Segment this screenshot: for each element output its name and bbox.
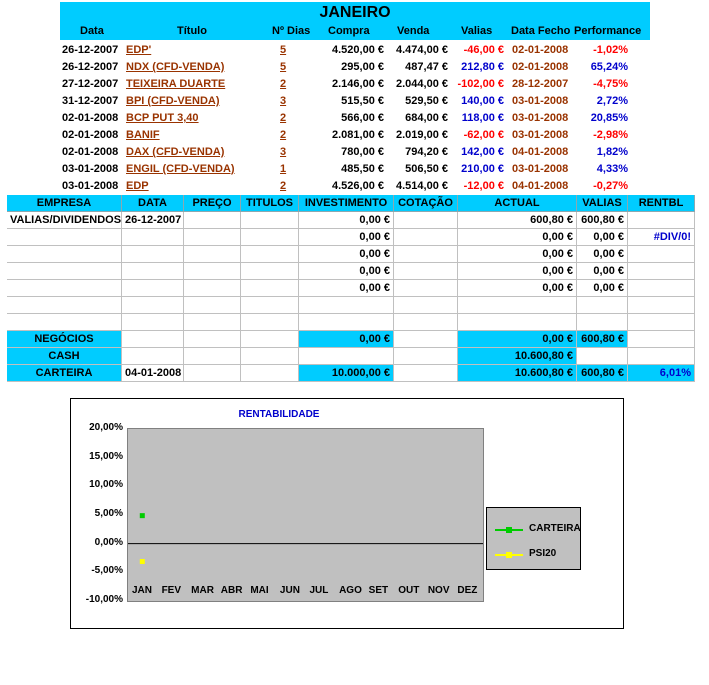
y-tick-label: 5,00%: [94, 508, 123, 519]
grid-cell-rentbl[interactable]: [628, 246, 695, 263]
trade-compra: 515,50 €: [341, 95, 384, 107]
grid-cell-titulos[interactable]: [241, 263, 299, 280]
grid-cell-actual[interactable]: 0,00 €: [458, 246, 577, 263]
y-tick-label: 10,00%: [89, 479, 123, 491]
grid-cell-rentbl[interactable]: [628, 280, 695, 297]
trade-days-link[interactable]: 3: [280, 146, 287, 158]
grid-cell-actual[interactable]: 600,80 €: [458, 212, 577, 229]
grid-cell-cotacao[interactable]: [394, 229, 458, 246]
grid-cell-rentbl[interactable]: [628, 297, 695, 314]
grid-cell-valias[interactable]: [577, 314, 628, 331]
negocios-actual[interactable]: 0,00 €: [458, 331, 577, 348]
col-compra: Compra: [328, 25, 370, 37]
trade-valias: 140,00 €: [461, 95, 504, 107]
grid-cell-actual[interactable]: 0,00 €: [458, 280, 577, 297]
grid-cell-empresa[interactable]: [7, 229, 122, 246]
legend-psi20-label: PSI20: [529, 548, 557, 559]
grid-cell-titulos[interactable]: [241, 365, 299, 382]
grid-cell-data[interactable]: [122, 314, 184, 331]
col-venda: Venda: [397, 25, 430, 37]
negocios-investimento[interactable]: 0,00 €: [299, 331, 394, 348]
trade-venda: 529,50 €: [405, 95, 448, 107]
rentabilidade-chart: [70, 398, 624, 629]
y-tick-label: -5,00%: [91, 565, 123, 577]
trade-venda: 794,20 €: [405, 146, 448, 158]
trade-valias: 210,00 €: [461, 163, 504, 175]
trade-performance: 1,82%: [596, 146, 628, 158]
trade-venda: 4.514,00 €: [396, 180, 448, 192]
trade-date: 03-01-2008: [62, 163, 119, 175]
grid-cell-investimento[interactable]: [299, 348, 394, 365]
grid-cell-valias[interactable]: 0,00 €: [577, 263, 628, 280]
trade-date: 02-01-2008: [62, 146, 119, 158]
trade-fecho: 02-01-2008: [512, 44, 569, 56]
trade-days-link[interactable]: 2: [280, 78, 287, 90]
header-actual: ACTUAL: [458, 195, 577, 212]
cash-actual[interactable]: 10.600,80 €: [458, 348, 577, 365]
grid-cell-investimento[interactable]: 0,00 €: [299, 280, 394, 297]
trade-title-link[interactable]: TEIXEIRA DUARTE: [126, 78, 226, 90]
grid-cell-cotacao[interactable]: [394, 246, 458, 263]
trade-compra: 485,50 €: [341, 163, 384, 175]
trade-performance: -0,27%: [593, 180, 628, 192]
trade-days-link[interactable]: 1: [280, 163, 287, 175]
grid-cell-data[interactable]: [122, 297, 184, 314]
grid-cell-actual[interactable]: 0,00 €: [458, 263, 577, 280]
grid-cell-titulos[interactable]: [241, 246, 299, 263]
trade-venda: 4.474,00 €: [396, 44, 448, 56]
grid-cell-titulos[interactable]: [241, 212, 299, 229]
grid-cell-investimento[interactable]: [299, 314, 394, 331]
carteira-actual[interactable]: 10.600,80 €: [458, 365, 577, 382]
trade-days-link[interactable]: 5: [280, 44, 287, 56]
grid-cell-cotacao[interactable]: [394, 348, 458, 365]
trade-row: [60, 144, 650, 161]
trade-title-link[interactable]: EDP': [126, 44, 152, 56]
grid-cell-empresa[interactable]: [7, 297, 122, 314]
col-dias: Nº Dias: [272, 25, 311, 37]
trade-performance: -2,98%: [593, 129, 628, 141]
carteira-rentbl[interactable]: 6,01%: [628, 365, 695, 382]
grid-cell-cotacao[interactable]: [394, 263, 458, 280]
header-data: DATA: [122, 195, 184, 212]
grid-cell-empresa[interactable]: [7, 280, 122, 297]
trade-valias: 118,00 €: [461, 112, 504, 124]
grid-cell-investimento[interactable]: 0,00 €: [299, 212, 394, 229]
cash-label[interactable]: CASH: [7, 348, 122, 365]
header-empresa: EMPRESA: [7, 195, 122, 212]
grid-cell-data[interactable]: [122, 280, 184, 297]
trade-performance: 20,85%: [590, 112, 628, 124]
trade-valias: -46,00 €: [463, 44, 504, 56]
header-titulos: TITULOS: [241, 195, 299, 212]
trade-row: [60, 161, 650, 178]
trade-performance: 4,33%: [596, 163, 628, 175]
trade-title-link[interactable]: DAX (CFD-VENDA): [126, 146, 225, 158]
grid-cell-rentbl[interactable]: [628, 263, 695, 280]
y-tick-label: 20,00%: [89, 422, 123, 433]
col-titulo: Título: [177, 25, 207, 37]
grid-cell-actual[interactable]: [458, 314, 577, 331]
grid-cell-data[interactable]: [122, 348, 184, 365]
grid-cell-investimento[interactable]: 0,00 €: [299, 246, 394, 263]
y-tick-label: 15,00%: [89, 450, 123, 462]
carteira-valias[interactable]: 600,80 €: [577, 365, 628, 382]
trade-row: [60, 59, 650, 76]
grid-cell-titulos[interactable]: [241, 229, 299, 246]
chart-legend: [486, 507, 581, 570]
trade-fecho: 03-01-2008: [512, 112, 569, 124]
x-tick-label: SET: [368, 585, 389, 596]
trade-title-link[interactable]: BANIF: [126, 129, 160, 141]
grid-cell-preco[interactable]: [184, 365, 241, 382]
grid-cell-preco[interactable]: [184, 263, 241, 280]
col-data: Data: [80, 25, 104, 37]
grid-cell-rentbl[interactable]: [628, 314, 695, 331]
trade-date: 02-01-2008: [62, 129, 119, 141]
trade-performance: 65,24%: [590, 61, 628, 73]
grid-cell-rentbl[interactable]: [628, 331, 695, 348]
col-performance: Performance: [574, 25, 642, 37]
x-tick-label: MAR: [191, 585, 214, 596]
trade-compra: 2.081,00 €: [332, 129, 384, 141]
trade-days-link[interactable]: 2: [280, 112, 287, 124]
grid-cell-valias[interactable]: [577, 348, 628, 365]
x-tick-label: DEZ: [457, 585, 478, 596]
trade-row: [60, 110, 650, 127]
header-rentbl: RENTBL: [628, 195, 695, 212]
grid-cell-actual[interactable]: 0,00 €: [458, 229, 577, 246]
trade-performance: -4,75%: [593, 78, 628, 90]
negocios-label[interactable]: NEGÓCIOS: [7, 331, 122, 348]
trade-row: [60, 127, 650, 144]
negocios-valias[interactable]: 600,80 €: [577, 331, 628, 348]
grid-cell-titulos[interactable]: [241, 331, 299, 348]
header-valias: VALIAS: [577, 195, 628, 212]
x-tick-label: JUN: [279, 585, 300, 596]
grid-cell-preco[interactable]: [184, 314, 241, 331]
x-tick-label: FEV: [161, 585, 182, 596]
x-tick-label: JUL: [309, 585, 329, 596]
trade-fecho: 03-01-2008: [512, 163, 569, 175]
trade-venda: 506,50 €: [405, 163, 448, 175]
trade-venda: 2.019,00 €: [396, 129, 448, 141]
col-fecho: Data Fecho: [511, 25, 571, 37]
grid-cell-titulos[interactable]: [241, 297, 299, 314]
grid-cell-investimento[interactable]: 0,00 €: [299, 263, 394, 280]
carteira-data[interactable]: 04-01-2008: [122, 365, 184, 382]
grid-cell-preco[interactable]: [184, 297, 241, 314]
grid-cell-preco[interactable]: [184, 331, 241, 348]
grid-cell-titulos[interactable]: [241, 348, 299, 365]
grid-cell-cotacao[interactable]: [394, 314, 458, 331]
carteira-investimento[interactable]: 10.000,00 €: [299, 365, 394, 382]
grid-cell-rentbl[interactable]: [628, 348, 695, 365]
grid-cell-empresa[interactable]: [7, 246, 122, 263]
trade-performance: 2,72%: [596, 95, 628, 107]
trade-date: 31-12-2007: [62, 95, 119, 107]
y-tick-label: 0,00%: [94, 536, 123, 548]
trade-row: [60, 93, 650, 110]
trade-compra: 780,00 €: [341, 146, 384, 158]
grid-cell-investimento[interactable]: [299, 297, 394, 314]
x-tick-label: JAN: [132, 585, 153, 596]
trade-title-link[interactable]: NDX (CFD-VENDA): [126, 61, 225, 73]
grid-cell-cotacao[interactable]: [394, 297, 458, 314]
grid-cell-preco[interactable]: [184, 280, 241, 297]
header-cotacao: COTAÇÃO: [394, 195, 458, 212]
plot-svg: [128, 429, 483, 601]
trade-venda: 684,00 €: [405, 112, 448, 124]
trade-fecho: 03-01-2008: [512, 95, 569, 107]
psi20-point: [140, 559, 145, 564]
trade-row: [60, 42, 650, 59]
trade-fecho: 04-01-2008: [512, 180, 569, 192]
trade-venda: 2.044,00 €: [396, 78, 448, 90]
trade-title-link[interactable]: EDP: [126, 180, 149, 192]
trade-title-link[interactable]: BCP PUT 3,40: [126, 112, 199, 124]
trade-title-link[interactable]: ENGIL (CFD-VENDA): [126, 163, 235, 175]
trade-date: 03-01-2008: [62, 180, 119, 192]
trade-row: [60, 76, 650, 93]
trade-performance: -1,02%: [593, 44, 628, 56]
plot-area: [127, 428, 484, 602]
grid-cell-data[interactable]: [122, 246, 184, 263]
carteira-label[interactable]: CARTEIRA: [7, 365, 122, 382]
chart-title: RENTABILIDADE: [238, 409, 320, 420]
trade-compra: 4.526,00 €: [332, 180, 384, 192]
carteira-point: [140, 513, 145, 518]
trade-compra: 4.520,00 €: [332, 44, 384, 56]
grid-cell-data[interactable]: [122, 263, 184, 280]
header-preco: PREÇO: [184, 195, 241, 212]
trade-fecho: 03-01-2008: [512, 129, 569, 141]
grid-cell-rentbl[interactable]: [628, 212, 695, 229]
trade-days-link[interactable]: 2: [280, 180, 287, 192]
trade-valias: 142,00 €: [461, 146, 504, 158]
grid-cell-investimento[interactable]: 0,00 €: [299, 229, 394, 246]
grid-cell-rentbl[interactable]: #DIV/0!: [628, 229, 695, 246]
grid-cell-preco[interactable]: [184, 229, 241, 246]
trade-date: 27-12-2007: [62, 78, 119, 90]
trade-fecho: 28-12-2007: [512, 78, 569, 90]
grid-cell-cotacao[interactable]: [394, 280, 458, 297]
col-valias: Valias: [461, 25, 493, 37]
legend-carteira-label: CARTEIRA: [529, 523, 581, 534]
trade-fecho: 04-01-2008: [512, 146, 569, 158]
grid-cell-data[interactable]: [122, 331, 184, 348]
trade-fecho: 02-01-2008: [512, 61, 569, 73]
grid-cell-titulos[interactable]: [241, 280, 299, 297]
grid-cell-valias[interactable]: 600,80 €: [577, 212, 628, 229]
trade-days-link[interactable]: 3: [280, 95, 287, 107]
trade-date: 02-01-2008: [62, 112, 119, 124]
grid-cell-preco[interactable]: [184, 246, 241, 263]
y-tick-label: -10,00%: [85, 594, 123, 605]
grid-cell-actual[interactable]: [458, 297, 577, 314]
trade-compra: 566,00 €: [341, 112, 384, 124]
grid-cell-valias[interactable]: 0,00 €: [577, 246, 628, 263]
trade-row: [60, 178, 650, 195]
header-investimento: INVESTIMENTO: [299, 195, 394, 212]
trade-valias: 212,80 €: [461, 61, 504, 73]
grid-cell-preco[interactable]: [184, 212, 241, 229]
x-tick-label: OUT: [398, 585, 420, 596]
grid-cell-empresa[interactable]: VALIAS/DIVIDENDOS: [7, 212, 122, 229]
trade-venda: 487,47 €: [405, 61, 448, 73]
grid-cell-titulos[interactable]: [241, 314, 299, 331]
trade-title-link[interactable]: BPI (CFD-VENDA): [126, 95, 220, 107]
trade-compra: 295,00 €: [341, 61, 384, 73]
month-title: JANEIRO: [319, 4, 391, 21]
trade-valias: -12,00 €: [463, 180, 504, 192]
grid-cell-data[interactable]: 26-12-2007: [122, 212, 184, 229]
trade-date: 26-12-2007: [62, 44, 119, 56]
x-tick-label: ABR: [220, 585, 243, 596]
grid-cell-valias[interactable]: [577, 297, 628, 314]
x-tick-label: AGO: [339, 585, 362, 596]
grid-cell-data[interactable]: [122, 229, 184, 246]
trade-valias: -102,00 €: [457, 78, 504, 90]
trade-days-link[interactable]: 5: [280, 61, 287, 73]
grid-cell-empresa[interactable]: [7, 314, 122, 331]
trade-compra: 2.146,00 €: [332, 78, 384, 90]
x-tick-label: NOV: [427, 585, 450, 596]
grid-cell-valias[interactable]: 0,00 €: [577, 229, 628, 246]
grid-cell-cotacao[interactable]: [394, 365, 458, 382]
grid-cell-empresa[interactable]: [7, 263, 122, 280]
trade-date: 26-12-2007: [62, 61, 119, 73]
grid-cell-cotacao[interactable]: [394, 331, 458, 348]
grid-cell-valias[interactable]: 0,00 €: [577, 280, 628, 297]
grid-cell-cotacao[interactable]: [394, 212, 458, 229]
grid-cell-preco[interactable]: [184, 348, 241, 365]
trade-days-link[interactable]: 2: [280, 129, 287, 141]
trade-valias: -62,00 €: [463, 129, 504, 141]
x-tick-label: MAI: [250, 585, 269, 596]
